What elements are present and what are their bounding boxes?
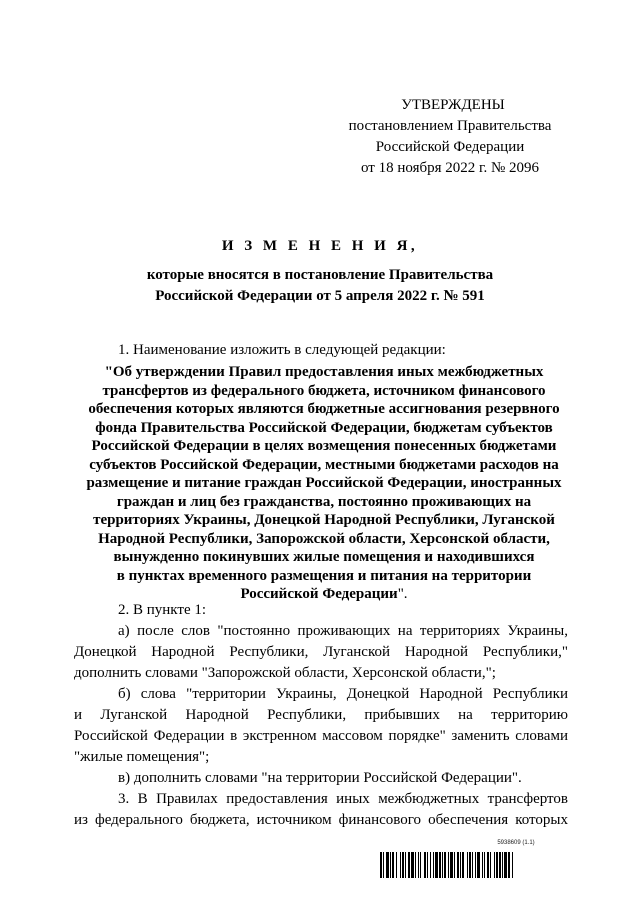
item-2c: в) дополнить словами "на территории Российской Федерации". bbox=[118, 770, 522, 786]
approval-date: от 18 ноября 2022 г. № 2096 bbox=[360, 160, 540, 176]
approval-line: Российской Федерации bbox=[375, 139, 525, 155]
barcode-bar bbox=[396, 852, 397, 878]
barcode-bar bbox=[469, 852, 471, 878]
barcode-bar bbox=[390, 852, 391, 878]
barcode-bar bbox=[508, 852, 510, 878]
barcode-bar bbox=[400, 852, 401, 878]
barcode-bar bbox=[433, 852, 434, 878]
barcode-bar bbox=[472, 852, 473, 878]
barcode-bar bbox=[502, 852, 503, 878]
quote-line: трансфертов из федерального бюджета, источником финансового bbox=[102, 382, 546, 399]
subtitle-line: Российской Федерации от 5 апреля 2022 г. № 591 bbox=[155, 288, 485, 304]
quote-line: обеспечения которых являются бюджетные ассигнования резервного bbox=[88, 401, 560, 417]
approval-heading: УТВЕРЖДЕНЫ bbox=[401, 97, 505, 113]
quote-line: фонда Правительства Российской Федерации, бюджетам субъектов bbox=[95, 419, 553, 436]
barcode-bar bbox=[408, 852, 410, 878]
quote-line: территориях Украины, Донецкой Народной Республики, Луганской bbox=[93, 512, 555, 528]
barcode-bar bbox=[450, 852, 453, 878]
barcode-bar bbox=[487, 852, 489, 878]
barcode-bar bbox=[380, 852, 382, 878]
barcode-bar bbox=[405, 852, 406, 878]
barcode-bar bbox=[392, 852, 394, 878]
barcode-bar bbox=[457, 852, 459, 878]
barcode-bar bbox=[504, 852, 507, 878]
barcode-bar bbox=[454, 852, 455, 878]
barcode-bar bbox=[427, 852, 428, 878]
item-2a bbox=[74, 621, 568, 684]
item-2: 2. В пункте 1: bbox=[118, 602, 207, 618]
item-3-line: из федерального бюджета, источником финансового обеспечения которых bbox=[74, 812, 568, 828]
new-title-quote bbox=[74, 363, 574, 604]
barcode-bar bbox=[383, 852, 384, 878]
item-3-line: 3. В Правилах предоставления иных межбюджетных трансфертов bbox=[118, 791, 568, 807]
barcode-bar bbox=[462, 852, 464, 878]
barcode-bar bbox=[420, 852, 421, 878]
item-2b-line: Российской Федерации в экстренном массовом порядке" заменить словами bbox=[74, 728, 568, 744]
barcode-bar bbox=[439, 852, 441, 878]
barcode-image bbox=[380, 852, 566, 878]
barcode-bar bbox=[482, 852, 483, 878]
barcode-bar bbox=[499, 852, 501, 878]
approval-stamp bbox=[330, 95, 570, 179]
subtitle-line: которые вносятся в постановление Правительства bbox=[146, 267, 494, 283]
barcode-bar bbox=[411, 852, 414, 878]
quote-line: Российской Федерации в целях возмещения понесенных бюджетами bbox=[91, 438, 557, 454]
barcode-bar bbox=[484, 852, 485, 878]
barcode-bar bbox=[444, 852, 446, 878]
barcode-bar bbox=[418, 852, 419, 878]
item-2a-line: Донецкой Народной Республики, Луганской Народной Республики," bbox=[74, 644, 568, 660]
barcode-bar bbox=[467, 852, 468, 878]
quote-line: вынужденно покинувших жилые помещения и находившихся bbox=[113, 549, 535, 565]
quote-line: Российской Федерации bbox=[240, 586, 398, 602]
barcode-bar bbox=[415, 852, 416, 878]
barcode-bar bbox=[386, 852, 389, 878]
quote-closing: ". bbox=[397, 586, 408, 602]
quote-line: субъектов Российской Федерации, местными бюджетами расходов на bbox=[89, 456, 559, 473]
barcode-bar bbox=[494, 852, 495, 878]
barcode-bar bbox=[460, 852, 461, 878]
barcode-bar bbox=[442, 852, 443, 878]
barcode-bar bbox=[490, 852, 491, 878]
barcode-bar bbox=[477, 852, 480, 878]
barcode-bar bbox=[496, 852, 498, 878]
quote-line: "Об утверждении Правил предоставления иных межбюджетных bbox=[104, 364, 544, 380]
barcode-bar bbox=[475, 852, 476, 878]
item-2b-line: б) слова "территории Украины, Донецкой Народной Республики bbox=[118, 686, 568, 702]
barcode-bar bbox=[424, 852, 426, 878]
quote-line: Народной Республики, Запорожской области, Херсонской области, bbox=[98, 530, 550, 547]
approval-line: постановлением Правительства bbox=[348, 118, 552, 134]
item-2b-line: и Луганской Народной Республики, прибывших на территорию bbox=[74, 707, 568, 723]
quote-line: в пунктах временного размещения и питания на территории bbox=[116, 567, 532, 584]
item-2a-line: а) после слов "постоянно проживающих на территориях Украины, bbox=[118, 623, 568, 639]
document-subtitle bbox=[60, 265, 580, 307]
quote-line: граждан и лиц без гражданства, постоянно проживающих на bbox=[116, 493, 532, 510]
item-3 bbox=[74, 789, 568, 831]
item-2b-line: "жилые помещения"; bbox=[74, 749, 210, 765]
item-1: 1. Наименование изложить в следующей редакции: bbox=[118, 342, 446, 358]
document-title: И З М Е Н Е Н И Я, bbox=[221, 238, 419, 254]
barcode-bar bbox=[430, 852, 431, 878]
barcode-bar bbox=[512, 852, 513, 878]
quote-line: размещение и питание граждан Российской Федерации, иностранных bbox=[86, 475, 562, 491]
document-code: 5938609 (1.1) bbox=[497, 840, 535, 846]
barcode-bar bbox=[448, 852, 449, 878]
barcode-bar bbox=[402, 852, 404, 878]
barcode-bar bbox=[435, 852, 438, 878]
item-2a-line: дополнить словами "Запорожской области, Херсонской области,"; bbox=[74, 665, 496, 681]
item-2b bbox=[74, 684, 568, 768]
